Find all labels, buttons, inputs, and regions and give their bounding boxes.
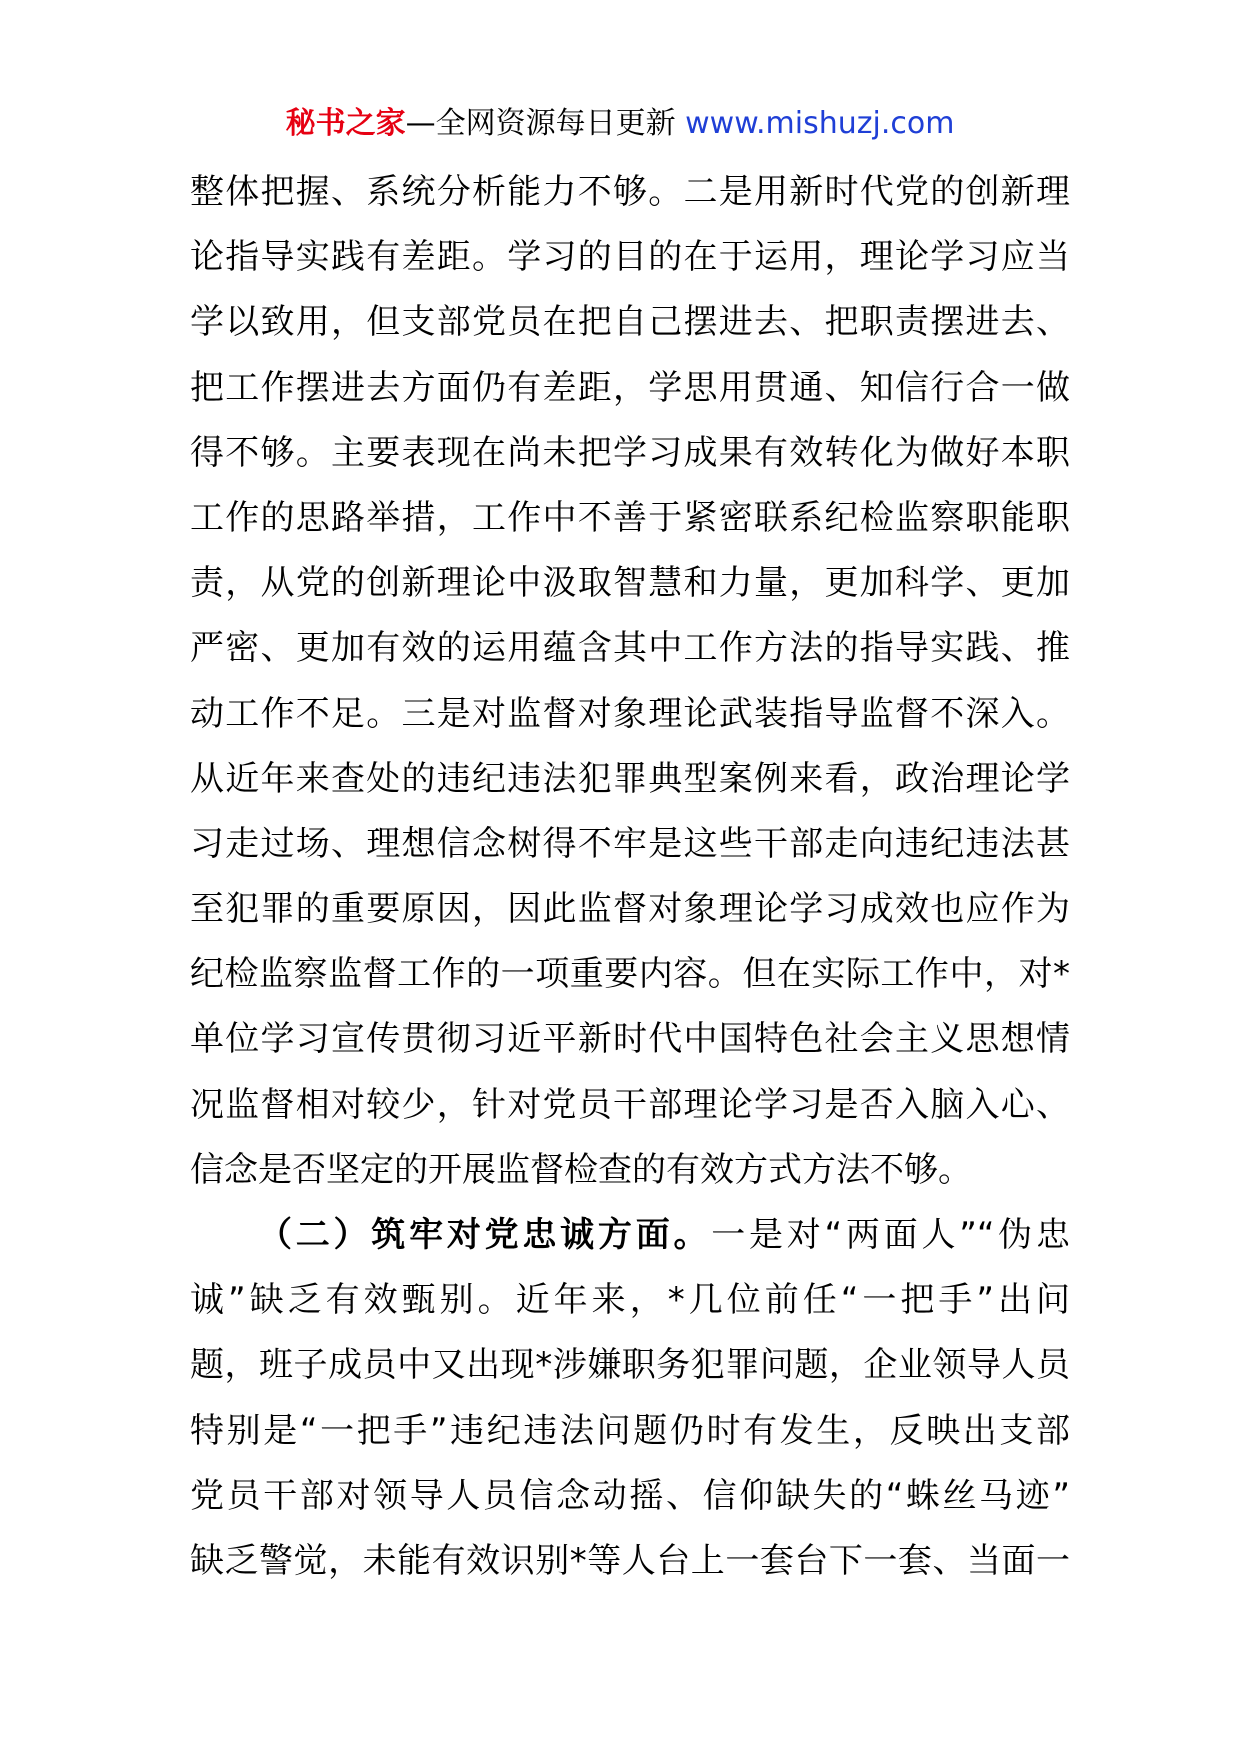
text-line: 至犯罪的重要原因，因此监督对象理论学习成效也应作为 — [190, 889, 1070, 930]
text-line: 责，从党的创新理论中汲取智慧和力量，更加科学、更加 — [190, 563, 1070, 604]
text-line: 得不够。主要表现在尚未把学习成果有效转化为做好本职 — [190, 432, 1070, 473]
text-line: 习走过场、理想信念树得不牢是这些干部走向违纪违法甚 — [190, 823, 1070, 864]
text-line: 党员干部对领导人员信念动摇、信仰缺失的“蛛丝马迹” — [190, 1475, 1070, 1516]
text-line: 从近年来查处的违纪违法犯罪典型案例来看，政治理论学 — [190, 758, 1070, 799]
text-line: 工作的思路举措，工作中不善于紧密联系纪检监察职能职 — [190, 497, 1070, 538]
text-line: 况监督相对较少，针对党员干部理论学习是否入脑入心、 — [190, 1084, 1070, 1125]
text-line: 论指导实践有差距。学习的目的在于运用，理论学习应当 — [190, 237, 1070, 278]
text-line: 题，班子成员中又出现*涉嫌职务犯罪问题，企业领导人员 — [190, 1345, 1070, 1386]
brand-name: 秘书之家 — [285, 106, 406, 141]
site-url-link[interactable]: www.mishuzj.com — [685, 106, 955, 141]
text-line: 单位学习宣传贯彻习近平新时代中国特色社会主义思想情 — [190, 1019, 1070, 1060]
text-line: 严密、更加有效的运用蕴含其中工作方法的指导实践、推 — [190, 628, 1070, 669]
text-line: 把工作摆进去方面仍有差距，学思用贯通、知信行合一做 — [190, 367, 1070, 408]
section-heading: （二）筑牢对党忠诚方面。 — [258, 1215, 712, 1255]
header-tagline: —全网资源每日更新 — [405, 106, 676, 141]
document-body — [190, 160, 1070, 1594]
text-line: 动工作不足。三是对监督对象理论武装指导监督不深入。 — [190, 693, 1070, 734]
section-heading-line — [190, 1203, 1070, 1268]
text-line: 纪检监察监督工作的一项重要内容。但在实际工作中，对* — [190, 954, 1070, 995]
paragraph-1 — [190, 160, 1070, 1203]
text-line: 学以致用，但支部党员在把自己摆进去、把职责摆进去、 — [190, 302, 1070, 343]
text-line: 诚”缺乏有效甄别。近年来，*几位前任“一把手”出问 — [190, 1280, 1070, 1321]
heading-line-rest: 一是对“两面人”“伪忠 — [711, 1215, 1070, 1255]
paragraph-2 — [190, 1203, 1070, 1594]
text-line: 整体把握、系统分析能力不够。二是用新时代党的创新理 — [190, 172, 1070, 212]
site-header — [0, 104, 1240, 144]
text-line: 信念是否坚定的开展监督检查的有效方式方法不够。 — [190, 1149, 972, 1190]
text-line: 特别是“一把手”违纪违法问题仍时有发生，反映出支部 — [190, 1410, 1070, 1451]
text-line: 缺乏警觉，未能有效识别*等人台上一套台下一套、当面一 — [190, 1540, 1070, 1581]
